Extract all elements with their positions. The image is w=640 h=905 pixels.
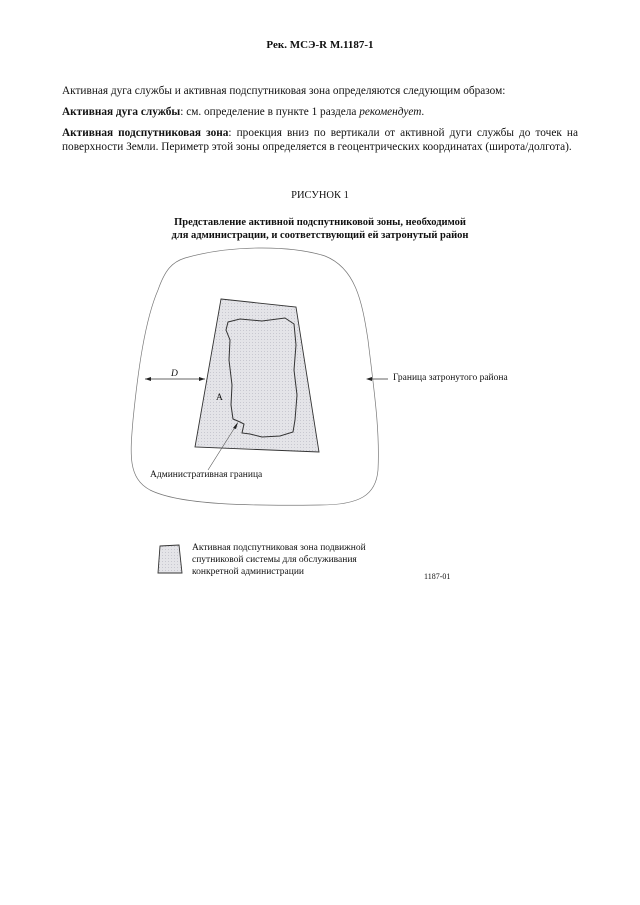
label-d: D — [171, 369, 178, 379]
punct: . — [421, 106, 425, 118]
administrative-boundary — [226, 318, 297, 437]
figure-number: РИСУНОК 1 — [291, 190, 349, 201]
definition-text: : проекция вниз по вертикали от активной дуги службы до точек на поверхности Земли. Периметр этой зоны определяется в геоцентрических координатах (широта/долгота). — [62, 127, 578, 153]
figure-title-1: Представление активной подспутниковой зоны, необходимой — [174, 217, 466, 228]
legend-line: спутниковой системы для обслуживания — [192, 555, 357, 565]
page-header: Рек. МСЭ-R M.1187-1 — [266, 39, 374, 51]
term: Активная дуга службы — [62, 106, 181, 118]
arrow-left-icon — [366, 377, 372, 381]
legend-line: конкретной администрации — [192, 567, 305, 577]
arrow-left-icon — [145, 377, 151, 381]
figure-code: 1187-01 — [424, 572, 451, 581]
label-admin-boundary: Административная граница — [150, 470, 263, 480]
term: Активная подспутниковая зона — [62, 127, 229, 139]
intro-paragraph: Активная дуга службы и активная подспутниковая зона определяются следующим образом: — [62, 85, 506, 97]
figure-title-2: для администрации, и соответствующий ей затронутый район — [171, 230, 469, 241]
legend-swatch-icon — [158, 545, 182, 573]
definition-text: : см. определение в пункте 1 раздела — [180, 106, 360, 118]
label-a: A — [216, 393, 223, 403]
legend-line: Активная подспутниковая зона подвижной — [192, 543, 366, 553]
legend-text — [192, 542, 366, 578]
label-affected-boundary: Граница затронутого района — [393, 373, 508, 383]
italic-ref: рекомендует — [359, 106, 422, 118]
arrow-right-icon — [199, 377, 205, 381]
